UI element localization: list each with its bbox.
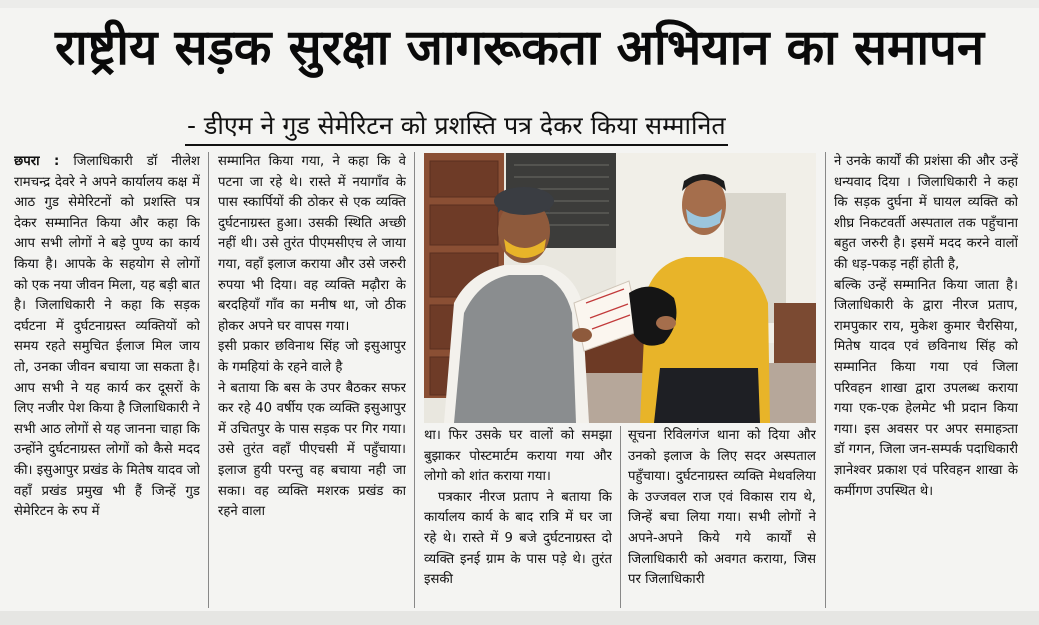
article-column-3 (424, 426, 612, 608)
article-column-4 (628, 426, 816, 608)
news-photo (424, 153, 816, 423)
cap (494, 187, 554, 215)
dark-trousers (654, 368, 760, 423)
article-column-1 (14, 152, 200, 608)
column-2-paragraph-2: इसी प्रकार छविनाथ सिंह जो इसुआपुर के गमहियां के रहने वाले है (218, 339, 406, 375)
column-rule (208, 152, 209, 608)
bottom-strip (0, 611, 1039, 625)
subheadline: - डीएम ने गुड सेमेरिटन को प्रशस्ति पत्र देकर किया सम्मानित (185, 108, 728, 146)
column-2-paragraph-3: ने बताया कि बस के उपर बैठकर सफर कर रहे 40 वर्षीय एक व्यक्ति इसुआपुर में उचितपुर के पास सड़क पर गिर गया। उसे तुरंत वहाँ पीएचसी में पहुँचाया। इलाज हुयी परन्तु वह बचाया नही जा सका। वह व्यक्ति मशरक प्रखंड का रहने वाला (218, 380, 406, 520)
column-5-paragraph-2: बल्कि उन्हें सम्मानित किया जाता है। जिलाधिकारी के द्वारा नीरज प्रताप, रामपुकार राय, मुकेश कुमार चैरसिया, मितेष यादव एवं छविनाथ सिंह को सम्मानित किया गया एवं जिला परिवहन शाखा द्वारा उपलब्ध कराया गया एक-एक हेलमेट भी प्रदान किया गया। इस अवसर पर अपर समाहत्र्ता डॉ गगन, जिला जन-सम्पर्क पदाधिकारी ज्ञानेश्वर प्रकाश एवं परिवहन शाखा के कर्मीगण उपस्थित थे। (834, 277, 1018, 499)
article-column-2 (218, 152, 406, 608)
article-column-5 (834, 152, 1018, 608)
column-2-paragraph-1: सम्मानित किया गया, ने कहा कि वे पटना जा रहे थे। रास्ते में नयागाँव के पास स्कार्पियों की ठोकर से एक व्यक्ति दुर्घटनाग्रस्त हुआ। उसकी स्थिति अच्छी नहीं थी। उसे तुरंत पीएमसीएच ले जाया गया, वहाँ इलाज कराया और उसे जरुरी रुपया भी दिया। वह व्यक्ति मढ़ौरा के बरदहियाँ गाँव का मनीष था, जो ठीक होकर अपने घर वापस गया। (218, 154, 406, 334)
headline: राष्ट्रीय सड़क सुरक्षा जागरूकता अभियान का समापन (54, 19, 985, 76)
news-photo-svg (424, 153, 816, 423)
top-strip (0, 0, 1039, 8)
column-rule (414, 152, 415, 608)
column-rule (620, 426, 621, 608)
column-4-paragraph-1: सूचना रिविलगंज थाना को दिया और उनको इलाज के लिए सदर अस्पताल पहुँचाया। दुर्घटनाग्रस्त व्यक्ति मेथवलिया के उज्जवल राज एवं विकास राय थे, जिन्हें बचा लिया गया। सभी लोगों ने अपने-अपने किये गये कार्यों से जिलाधिकारी को अवगत कराया, जिस पर जिलाधिकारी (628, 428, 816, 588)
column-rule (825, 152, 826, 608)
column-5-paragraph-1: ने उनके कार्यों की प्रशंसा की और उन्हें धन्यवाद दिया । जिलाधिकारी ने कहा कि सड़क दुर्घना में घायल व्यक्ति को शीघ्र निकटवर्ती अस्पताल तक पहुँचाना बहुत जरुरी है। इसमें मदद करने वालों की धड़-पकड़ नहीं होती है, (834, 154, 1018, 272)
dateline: छपरा : (14, 154, 60, 169)
column-3-paragraph-1: था। फिर उसके घर वालों को समझा बुझाकर पोस्टमार्टम कराया गया और लोगो को शांत कराया गया। (424, 428, 612, 485)
column-1-paragraph (14, 152, 200, 523)
column-3-paragraph-2: पत्रकार नीरज प्रताप ने बताया कि कार्यालय कार्य के बाद रात्रि में घर जा रहे थे। रास्ते में 9 बजे दुर्घटनाग्रस्त दो व्यक्ति इनई ग्राम के पास पड़े थे। तुरंत इसकी (424, 489, 612, 588)
column-1-text: जिलाधिकारी डॉ नीलेश रामचन्द्र देवरे ने अपने कार्यालय कक्ष में आठ गुड सेमेरिटनों को प्रशस्ति पत्र देकर सम्मानित किया और कहा कि आप सभी लोगों ने बड़े पुण्य का कार्य किया है। आपके के सहयोग से लोगों को एक नया जीवन मिला, यह बड़ी बात है। जिलाधिकारी ने कहा कि सड़क दर्घटना में दुर्घटनाग्रस्त व्यक्तियों को समय रहते समुचित ईलाज मिल जाय तो, उनका जीवन बचाया जा सकता है। आप सभी ने यह कार्य कर दूसरों के लिए नजीर पेश किया है जिलाधिकारी ने सभी आठ लोगों से यह जानना चाहा कि उन्होंने दुर्घटनाग्रस्त लोगों को कैसे मदद की। इसुआपुर प्रखंड के मितेष यादव जो वहाँ प्रखंड प्रमुख भी हैं जिन्हें गुड सेमेरिटन के रुप में (14, 154, 200, 520)
chair (774, 303, 816, 363)
